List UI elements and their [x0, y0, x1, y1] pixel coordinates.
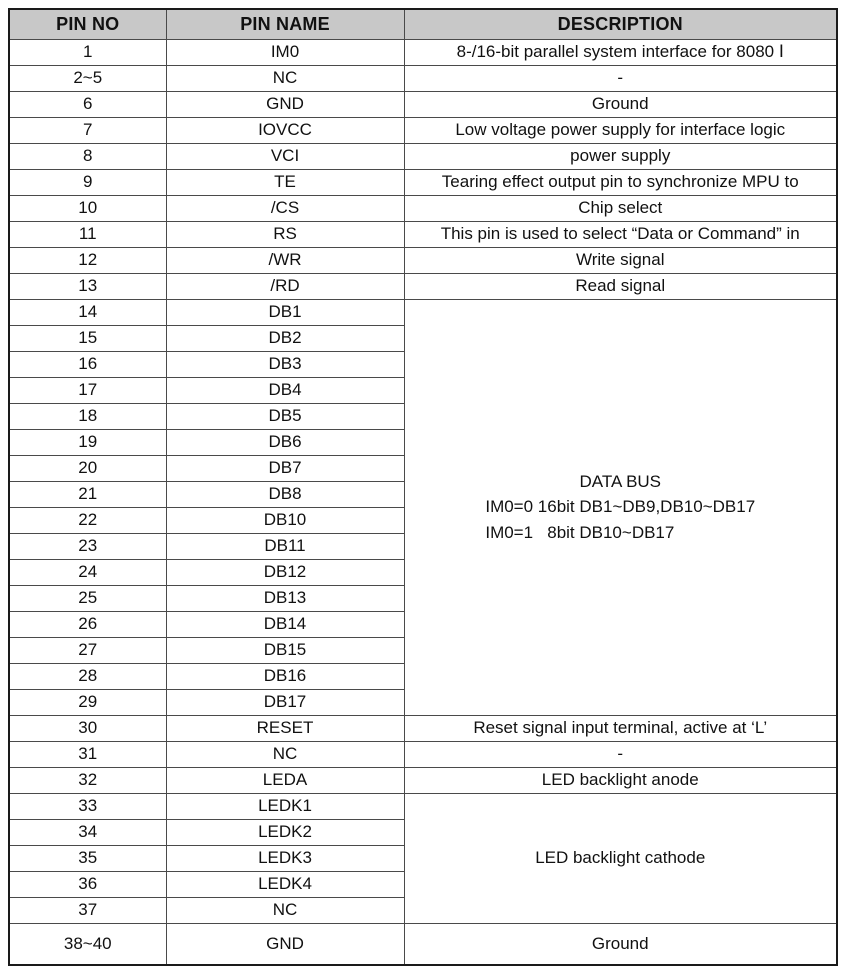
pin-name-cell: LEDK4 — [166, 871, 404, 897]
table-row — [9, 195, 837, 221]
pin-no-cell: 21 — [9, 481, 166, 507]
pin-no-cell: 37 — [9, 897, 166, 923]
description-cell: Reset signal input terminal, active at ‘L’ — [404, 715, 837, 741]
pin-table-body — [9, 39, 837, 965]
pin-name-cell: NC — [166, 65, 404, 91]
description-cell: - — [404, 741, 837, 767]
description-cell: Low voltage power supply for interface logic — [404, 117, 837, 143]
pin-no-cell: 14 — [9, 299, 166, 325]
pin-name-cell: NC — [166, 741, 404, 767]
pin-name-cell: IM0 — [166, 39, 404, 65]
pin-no-cell: 31 — [9, 741, 166, 767]
table-row — [9, 273, 837, 299]
pin-name-cell: DB6 — [166, 429, 404, 455]
pin-name-cell: DB13 — [166, 585, 404, 611]
pin-no-cell: 38~40 — [9, 923, 166, 965]
pin-description-table — [8, 8, 838, 966]
pin-name-cell: DB7 — [166, 455, 404, 481]
pin-name-cell: GND — [166, 91, 404, 117]
pin-name-cell: TE — [166, 169, 404, 195]
pin-name-cell: DB17 — [166, 689, 404, 715]
pin-name-cell: /RD — [166, 273, 404, 299]
pin-no-cell: 26 — [9, 611, 166, 637]
pin-name-cell: RESET — [166, 715, 404, 741]
pin-no-cell: 15 — [9, 325, 166, 351]
pin-no-cell: 24 — [9, 559, 166, 585]
table-row — [9, 715, 837, 741]
pin-name-cell: /WR — [166, 247, 404, 273]
pin-no-cell: 1 — [9, 39, 166, 65]
pin-no-cell: 28 — [9, 663, 166, 689]
pin-name-cell: DB2 — [166, 325, 404, 351]
pin-no-cell: 17 — [9, 377, 166, 403]
description-cell: - — [404, 65, 837, 91]
table-row — [9, 247, 837, 273]
table-row — [9, 117, 837, 143]
table-row — [9, 741, 837, 767]
table-header-row — [9, 9, 837, 39]
table-row — [9, 299, 837, 325]
pin-no-cell: 34 — [9, 819, 166, 845]
pin-name-cell: GND — [166, 923, 404, 965]
pin-name-cell: LEDK3 — [166, 845, 404, 871]
pin-name-cell: LEDK2 — [166, 819, 404, 845]
description-cell-merged — [404, 793, 837, 923]
pin-no-cell: 20 — [9, 455, 166, 481]
column-header-description: DESCRIPTION — [404, 9, 837, 39]
description-cell: Write signal — [404, 247, 837, 273]
pin-name-cell: DB4 — [166, 377, 404, 403]
merged-description-line: IM0=0 16bit DB1~DB9,DB10~DB17 — [485, 497, 756, 517]
merged-description-block — [485, 469, 755, 546]
merged-description-line: DATA BUS — [579, 471, 662, 491]
pin-name-cell: DB5 — [166, 403, 404, 429]
pin-name-cell: LEDA — [166, 767, 404, 793]
description-cell: power supply — [404, 143, 837, 169]
description-cell: LED backlight anode — [404, 767, 837, 793]
merged-description-block — [535, 845, 705, 871]
pin-no-cell: 13 — [9, 273, 166, 299]
pin-no-cell: 25 — [9, 585, 166, 611]
table-row — [9, 221, 837, 247]
pin-name-cell: DB10 — [166, 507, 404, 533]
pin-no-cell: 29 — [9, 689, 166, 715]
pin-no-cell: 2~5 — [9, 65, 166, 91]
description-cell: 8-/16-bit parallel system interface for 8080 Ⅰ — [404, 39, 837, 65]
pin-name-cell: DB1 — [166, 299, 404, 325]
table-row — [9, 767, 837, 793]
table-row — [9, 793, 837, 819]
merged-description-line: LED backlight cathode — [535, 848, 706, 868]
description-cell-merged — [404, 299, 837, 715]
pin-name-cell: NC — [166, 897, 404, 923]
pin-no-cell: 27 — [9, 637, 166, 663]
description-cell: Ground — [404, 91, 837, 117]
table-row — [9, 143, 837, 169]
table-row — [9, 169, 837, 195]
description-cell: Chip select — [404, 195, 837, 221]
table-row — [9, 65, 837, 91]
pin-no-cell: 33 — [9, 793, 166, 819]
pin-no-cell: 12 — [9, 247, 166, 273]
pin-no-cell: 30 — [9, 715, 166, 741]
pin-name-cell: DB8 — [166, 481, 404, 507]
pin-no-cell: 11 — [9, 221, 166, 247]
table-row — [9, 39, 837, 65]
pin-name-cell: DB16 — [166, 663, 404, 689]
description-cell: This pin is used to select “Data or Command” in — [404, 221, 837, 247]
pin-name-cell: LEDK1 — [166, 793, 404, 819]
pin-no-cell: 9 — [9, 169, 166, 195]
pin-name-cell: RS — [166, 221, 404, 247]
pin-name-cell: DB15 — [166, 637, 404, 663]
pin-no-cell: 19 — [9, 429, 166, 455]
pin-no-cell: 8 — [9, 143, 166, 169]
description-cell: Tearing effect output pin to synchronize MPU to — [404, 169, 837, 195]
pin-name-cell: /CS — [166, 195, 404, 221]
description-cell: Read signal — [404, 273, 837, 299]
pin-no-cell: 18 — [9, 403, 166, 429]
pin-no-cell: 6 — [9, 91, 166, 117]
table-row — [9, 923, 837, 965]
pin-no-cell: 23 — [9, 533, 166, 559]
column-header-pin-name: PIN NAME — [166, 9, 404, 39]
pin-name-cell: VCI — [166, 143, 404, 169]
merged-description-line: IM0=1 8bit DB10~DB17 — [485, 522, 675, 542]
pin-no-cell: 36 — [9, 871, 166, 897]
pin-no-cell: 35 — [9, 845, 166, 871]
pin-no-cell: 7 — [9, 117, 166, 143]
pin-name-cell: DB14 — [166, 611, 404, 637]
pin-no-cell: 22 — [9, 507, 166, 533]
description-cell: Ground — [404, 923, 837, 965]
pin-name-cell: DB12 — [166, 559, 404, 585]
pin-name-cell: IOVCC — [166, 117, 404, 143]
table-row — [9, 91, 837, 117]
pin-no-cell: 32 — [9, 767, 166, 793]
pin-name-cell: DB3 — [166, 351, 404, 377]
column-header-pin-no: PIN NO — [9, 9, 166, 39]
pin-no-cell: 10 — [9, 195, 166, 221]
pin-name-cell: DB11 — [166, 533, 404, 559]
pin-no-cell: 16 — [9, 351, 166, 377]
